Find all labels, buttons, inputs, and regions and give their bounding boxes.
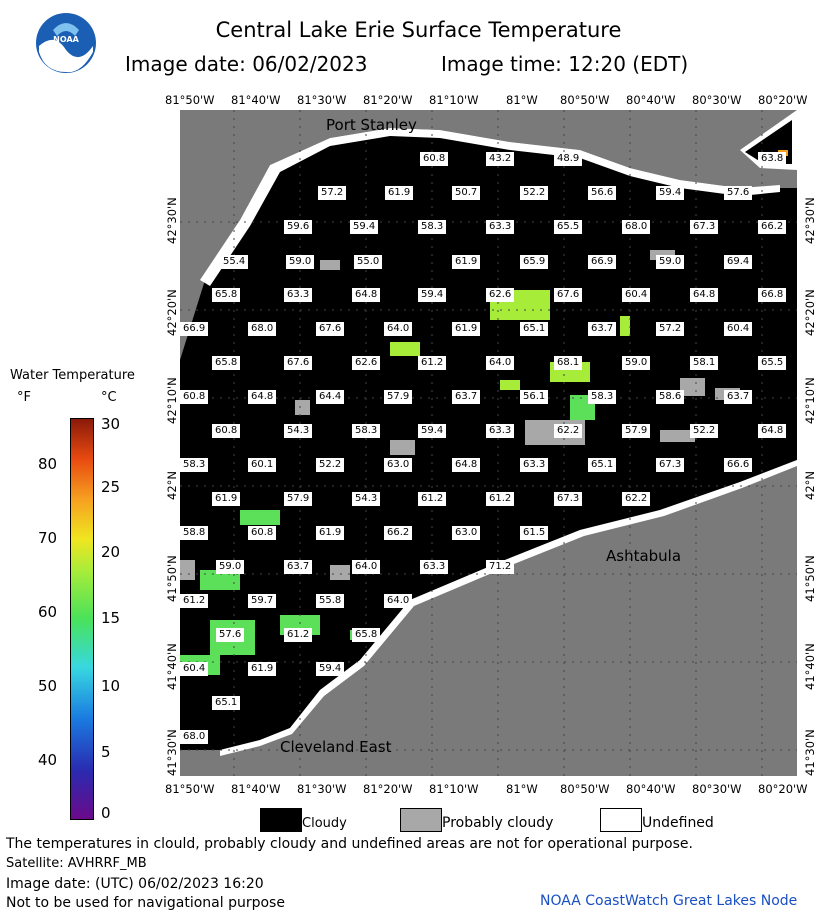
temp-label: 57.2	[318, 186, 346, 200]
temp-label: 67.3	[656, 458, 684, 472]
temp-label: 64.4	[316, 390, 344, 404]
temp-label: 60.8	[180, 390, 208, 404]
temp-label: 57.9	[384, 390, 412, 404]
temp-label: 65.8	[352, 628, 380, 642]
temp-label: 61.9	[385, 186, 413, 200]
temp-label: 59.4	[418, 424, 446, 438]
lon-label-top: 81°40'W	[231, 93, 281, 107]
temp-label: 59.7	[248, 594, 276, 608]
legend-unit-c: °C	[101, 390, 117, 405]
temp-label: 67.3	[690, 220, 718, 234]
temp-label: 65.8	[212, 356, 240, 370]
temp-label: 61.5	[520, 526, 548, 540]
temp-label: 63.3	[284, 288, 312, 302]
temp-label: 64.8	[248, 390, 276, 404]
legend-tick-c: 5	[101, 743, 111, 761]
temp-label: 64.0	[486, 356, 514, 370]
temp-label: 59.4	[350, 220, 378, 234]
temp-label: 59.0	[656, 255, 684, 269]
temp-label: 69.4	[724, 255, 752, 269]
legend-tick-f: 40	[38, 751, 58, 769]
temp-label: 63.7	[724, 390, 752, 404]
lon-label-bottom: 80°30'W	[692, 782, 742, 796]
temp-label: 59.0	[216, 560, 244, 574]
lon-label-top: 81°W	[506, 93, 538, 107]
temp-label: 56.1	[520, 390, 548, 404]
place-label: Ashtabula	[606, 547, 682, 565]
utc-date-text: Image date: (UTC) 06/02/2023 16:20	[6, 876, 264, 892]
undefined-swatch	[600, 808, 642, 832]
lon-label-bottom: 80°40'W	[626, 782, 676, 796]
temp-label: 68.1	[554, 356, 582, 370]
noaa-logo-text: NOAA	[53, 35, 79, 44]
temp-label: 56.6	[588, 186, 616, 200]
temp-label: 64.8	[690, 288, 718, 302]
temp-label: 68.0	[180, 730, 208, 744]
temp-label: 59.4	[418, 288, 446, 302]
cloudy-swatch	[260, 808, 302, 832]
temp-label: 58.3	[180, 458, 208, 472]
temp-label: 66.9	[180, 322, 208, 336]
lon-label-top: 81°10'W	[429, 93, 479, 107]
temp-label: 61.9	[316, 526, 344, 540]
lon-label-top: 81°30'W	[297, 93, 347, 107]
place-label: Cleveland East	[280, 738, 392, 756]
nav-note-text: Not to be used for navigational purpose	[6, 895, 285, 911]
temp-label: 48.9	[554, 152, 582, 166]
temp-label: 57.2	[656, 322, 684, 336]
temp-label: 65.5	[554, 220, 582, 234]
temp-label: 65.8	[212, 288, 240, 302]
lat-label-left: 41°30'N	[165, 729, 179, 776]
temp-label: 58.3	[352, 424, 380, 438]
temp-label: 64.8	[452, 458, 480, 472]
legend-tick-f: 60	[38, 603, 58, 621]
cloudy-label: Cloudy	[302, 816, 347, 831]
probably-cloudy-swatch	[400, 808, 442, 832]
lat-label-left: 42°10'N	[165, 377, 179, 424]
node-link[interactable]: NOAA CoastWatch Great Lakes Node	[540, 893, 798, 909]
temp-label: 66.6	[724, 458, 752, 472]
temp-label: 52.2	[520, 186, 548, 200]
temp-label: 61.9	[452, 322, 480, 336]
temp-label: 63.0	[384, 458, 412, 472]
lat-label-left: 41°50'N	[165, 555, 179, 602]
temp-label: 54.3	[352, 492, 380, 506]
temp-label: 66.2	[758, 220, 786, 234]
legend-tick-c: 15	[101, 609, 121, 627]
temp-label: 62.6	[352, 356, 380, 370]
lon-label-bottom: 80°20'W	[758, 782, 808, 796]
temp-label: 58.8	[180, 526, 208, 540]
lat-label-right: 42°30'N	[803, 197, 817, 244]
temp-label: 65.1	[212, 696, 240, 710]
temp-label: 60.1	[248, 458, 276, 472]
page-title: Central Lake Erie Surface Temperature	[215, 18, 622, 42]
temp-label: 63.7	[588, 322, 616, 336]
temp-label: 67.3	[554, 492, 582, 506]
lon-label-top: 81°50'W	[165, 93, 215, 107]
lat-label-left: 42°30'N	[165, 197, 179, 244]
lat-label-right: 42°20'N	[803, 289, 817, 336]
legend-unit-f: °F	[17, 390, 31, 405]
lon-label-bottom: 81°50'W	[165, 782, 215, 796]
temp-label: 66.9	[588, 255, 616, 269]
temperature-colorbar	[70, 418, 94, 820]
temp-label: 57.9	[284, 492, 312, 506]
temp-label: 64.8	[352, 288, 380, 302]
legend-tick-c: 20	[101, 543, 121, 561]
temp-label: 59.4	[316, 662, 344, 676]
temp-label: 63.7	[284, 560, 312, 574]
lon-label-top: 80°40'W	[626, 93, 676, 107]
legend-tick-f: 50	[38, 677, 58, 695]
temp-label: 61.2	[418, 356, 446, 370]
lat-label-left: 41°40'N	[165, 643, 179, 690]
legend-tick-c: 10	[101, 677, 121, 695]
temp-label: 65.1	[520, 322, 548, 336]
temp-label: 64.8	[758, 424, 786, 438]
temp-label: 61.2	[418, 492, 446, 506]
temp-label: 52.2	[316, 458, 344, 472]
temp-label: 58.3	[588, 390, 616, 404]
temp-label: 62.2	[622, 492, 650, 506]
legend-tick-f: 80	[38, 455, 58, 473]
legend-title: Water Temperature	[10, 368, 135, 383]
temp-label: 59.4	[656, 186, 684, 200]
place-label: Port Stanley	[326, 116, 417, 134]
temp-label: 63.3	[486, 220, 514, 234]
temp-label: 58.1	[690, 356, 718, 370]
temp-label: 59.0	[622, 356, 650, 370]
temp-label: 61.2	[180, 594, 208, 608]
temp-label: 60.4	[180, 662, 208, 676]
temp-label: 55.8	[316, 594, 344, 608]
temp-label: 55.0	[354, 255, 382, 269]
lon-label-bottom: 80°50'W	[560, 782, 610, 796]
temp-label: 68.0	[248, 322, 276, 336]
temp-label: 67.6	[284, 356, 312, 370]
temperature-map	[180, 110, 797, 776]
temp-label: 63.3	[520, 458, 548, 472]
lon-label-bottom: 81°10'W	[429, 782, 479, 796]
temp-label: 59.6	[284, 220, 312, 234]
lon-label-top: 80°20'W	[758, 93, 808, 107]
temp-label: 57.6	[724, 186, 752, 200]
temp-label: 61.9	[212, 492, 240, 506]
legend-tick-c: 0	[101, 804, 111, 822]
temp-label: 65.9	[520, 255, 548, 269]
temp-label: 71.2	[486, 560, 514, 574]
lat-label-right: 41°30'N	[803, 729, 817, 776]
temp-label: 62.6	[486, 288, 514, 302]
temp-label: 61.2	[284, 628, 312, 642]
temp-label: 61.2	[486, 492, 514, 506]
satellite-text: Satellite: AVHRRF_MB	[6, 856, 147, 871]
lon-label-top: 80°30'W	[692, 93, 742, 107]
lon-label-bottom: 81°30'W	[297, 782, 347, 796]
temp-label: 63.7	[452, 390, 480, 404]
temp-label: 59.0	[286, 255, 314, 269]
temp-label: 55.4	[220, 255, 248, 269]
temp-label: 62.2	[554, 424, 582, 438]
temp-label: 64.0	[384, 594, 412, 608]
temp-label: 58.3	[418, 220, 446, 234]
temp-label: 63.0	[452, 526, 480, 540]
probably-cloudy-label: Probably cloudy	[442, 815, 554, 831]
temp-label: 57.6	[216, 628, 244, 642]
temp-label: 67.6	[554, 288, 582, 302]
temp-label: 60.8	[248, 526, 276, 540]
temp-label: 63.3	[486, 424, 514, 438]
temp-label: 67.6	[316, 322, 344, 336]
image-time: Image time: 12:20 (EDT)	[441, 52, 689, 76]
lat-label-right: 41°50'N	[803, 555, 817, 602]
lat-label-right: 41°40'N	[803, 643, 817, 690]
temp-label: 65.1	[588, 458, 616, 472]
temp-label: 60.8	[420, 152, 448, 166]
temp-label: 66.2	[384, 526, 412, 540]
temp-label: 60.4	[724, 322, 752, 336]
lat-label-left: 42°N	[165, 471, 179, 500]
temp-label: 60.4	[622, 288, 650, 302]
lon-label-top: 81°20'W	[363, 93, 413, 107]
temp-label: 50.7	[452, 186, 480, 200]
undefined-label: Undefined	[642, 815, 714, 831]
temp-label: 57.9	[622, 424, 650, 438]
temp-label: 61.9	[452, 255, 480, 269]
lon-label-bottom: 81°W	[506, 782, 538, 796]
disclaimer-text: The temperatures in clould, probably cloudy and undefined areas are not for operational purpose.	[6, 836, 693, 852]
lon-label-bottom: 81°40'W	[231, 782, 281, 796]
temp-label: 65.5	[758, 356, 786, 370]
temp-label: 68.0	[622, 220, 650, 234]
lat-label-right: 42°10'N	[803, 377, 817, 424]
temp-label: 61.9	[248, 662, 276, 676]
temp-label: 52.2	[690, 424, 718, 438]
temp-label: 43.2	[486, 152, 514, 166]
lon-label-top: 80°50'W	[560, 93, 610, 107]
lat-label-right: 42°N	[803, 471, 817, 500]
temp-label: 63.8	[758, 152, 786, 166]
temp-label: 66.8	[758, 288, 786, 302]
temp-label: 64.0	[384, 322, 412, 336]
legend-tick-c: 30	[101, 415, 121, 433]
legend-tick-c: 25	[101, 478, 121, 496]
image-date: Image date: 06/02/2023	[125, 52, 368, 76]
lon-label-bottom: 81°20'W	[363, 782, 413, 796]
lat-label-left: 42°20'N	[165, 289, 179, 336]
temp-label: 58.6	[656, 390, 684, 404]
temp-label: 60.8	[212, 424, 240, 438]
temp-label: 63.3	[420, 560, 448, 574]
temp-label: 64.0	[352, 560, 380, 574]
temp-label: 54.3	[284, 424, 312, 438]
legend-tick-f: 70	[38, 529, 58, 547]
